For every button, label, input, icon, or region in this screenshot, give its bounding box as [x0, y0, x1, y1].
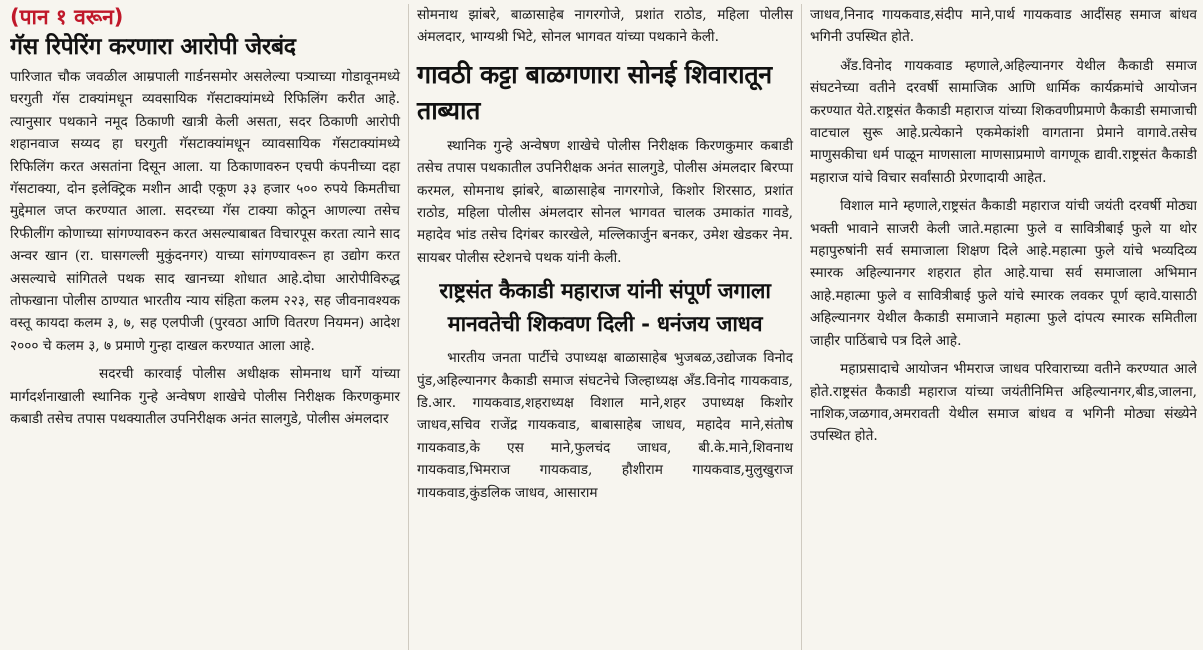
column-3	[801, 4, 1197, 650]
headline-kaikadi-maharaj: राष्ट्रसंत कैकाडी महाराज यांनी संपूर्ण जगाला मानवतेची शिकवण दिली - धनंजय जाधव	[439, 279, 771, 338]
article-paragraph: जाधव,निनाद गायकवाड,संदीप माने,पार्थ गायकवाड आदींसह समाज बांधव भगिनी उपस्थित होते.	[810, 7, 1197, 46]
article-paragraph: स्थानिक गुन्हे अन्वेषण शाखेचे पोलीस निरीक्षक किरणकुमार कबाडी तसेच तपास पथकातील उपनिरीक्षक अनंत सालगुडे, पोलीस अंमलदार बिरप्पा करमल, सोमनाथ झांबरे, बाळासाहेब नागरगोजे, किशोर शिरसाठ, प्रशांत राठोड, महिला पोलीस अंमलदार सोनल भागवत चालक उमाकांत गावडे, महादेव भांड तसेच दिगंबर कारखेले, मल्लिकार्जुन बनकर, उमेश खेडकर नेम. सायबर पोलीस स्टेशनचे पथक यांनी केली.	[417, 137, 793, 266]
headline-gas-refilling-arrest: गॅस रिपेरिंग करणारा आरोपी जेरबंद	[10, 34, 296, 60]
column-1	[10, 4, 408, 650]
article-paragraph: अँड.विनोद गायकवाड म्हणाले,अहिल्यानगर येथील कैकाडी समाज संघटनेच्या वतीने दरवर्षी सामाजिक आणि धार्मिक कार्यक्रमांचे आयोजन करण्यात येते.राष्ट्रसंत कैकाडी महाराज यांच्या शिकवणीप्रमाणे कैकाडी समाजाची वाटचाल सुरू आहे.प्रत्येकाने एकमेकांशी वागताना प्रेमाने वागावे.तसेच माणुसकीचा धर्म पाळून माणसाला माणसाप्रमाणे वागणूक द्यावी.राष्ट्रसंत कैकाडी महाराज यांचे विचार सर्वांसाठी प्रेरणादायी आहेत.	[810, 57, 1197, 186]
continued-from-page-label: (पान १ वरून)	[10, 5, 124, 29]
article-paragraph: विशाल माने म्हणाले,राष्ट्रसंत कैकाडी महाराज यांची जयंती दरवर्षी मोठ्या भक्ती भावाने साजरी केली जाते.महात्मा फुले व सावित्रीबाई फुले या थोर महापुरुषांनी सर्व समाजाला शिक्षण दिले आहे.महात्मा फुले यांचे भव्यदिव्य स्मारक अहिल्यानगर शहरात होत आहे.याचा सर्व समाजाला अभिमान आहे.महात्मा फुले व सावित्रीबाई फुले यांचे स्मारक लवकर पूर्ण व्हावे.यासाठी अहिल्यानगर येथील कैकाडी समाजाने महात्मा फुले दांपत्य स्मारक समितीला जाहीर पाठिंबाचे पत्र दिले आहे.	[810, 198, 1197, 349]
article-paragraph: महाप्रसादाचे आयोजन भीमराज जाधव परिवाराच्या वतीने करण्यात आले होते.राष्ट्रसंत कैकाडी महाराज यांच्या जयंतीनिमित्त अहिल्यानगर,बीड,जालना, नाशिक,जळगाव,अमरावती येथील समाज बांधव व भगिनी मोठ्या संख्येने उपस्थित होते.	[810, 361, 1197, 445]
column-2	[408, 4, 801, 650]
headline-country-pistol-seized: गावठी कट्टा बाळगणारा सोनई शिवारातून ताब्यात	[417, 59, 772, 125]
article-paragraph: सदरची कारवाई पोलीस अधीक्षक सोमनाथ घार्गे यांच्या मार्गदर्शनाखाली स्थानिक गुन्हे अन्वेषण शाखेचे पोलीस निरीक्षक किरणकुमार कबाडी तसेच तपास पथक्यातील उपनिरीक्षक अनंत सालगुडे, पोलीस अंमलदार	[10, 366, 400, 428]
article-paragraph: भारतीय जनता पार्टीचे उपाध्यक्ष बाळासाहेब भुजबळ,उद्योजक विनोद पुंड,अहिल्यानगर कैकाडी समाज संघटनेचे जिल्हाध्यक्ष अँड.विनोद गायकवाड, डि.आर. गायकवाड,शहराध्यक्ष विशाल माने,शहर उपाध्यक्ष किशोर जाधव,सचिव राजेंद्र गायकवाड, बाबासाहेब जाधव, महादेव माने,संतोष गायकवाड,के एस माने,फुलचंद जाधव, बी.के.माने,शिवनाथ गायकवाड,भिमराज गायकवाड, हौशीराम गायकवाड,मुलुखुराज गायकवाड,कुंडलिक जाधव, आसाराम	[417, 350, 793, 501]
article-paragraph: पारिजात चौक जवळील आम्रपाली गार्डनसमोर असलेल्या पत्र्याच्या गोडावूनमध्ये घरगुती गॅस टाक्यांमधून व्यवसायिक गॅसटाक्यांमध्ये रिफिलिंग करीत आहे. त्यानुसार पथकाने नमूद ठिकाणी खात्री केली असता, सदर ठिकाणी आरोपी शहानवाज सय्यद हा घरगुती गॅसटाक्यांमधून व्यावसायिक गॅसटाक्यांमध्ये रिफिलिंग करत असतांना दिसून आला. या ठिकाणावरुन एचपी कंपनीच्या दहा गॅसटाक्या, दोन इलेक्ट्रिक मशीन आदी एकूण ३३ हजार ५०० रुपये किमतीचा मुद्देमाल जप्त करण्यात आला. सदरच्या गॅस टाक्या कोठून आणल्या तसेच रिफीलींग कोणाच्या सांगण्यावरुन करत असल्याबाबत विचारपूस करता त्याने साद अन्वर खान (रा. घासगल्ली मुकुंदनगर) याच्या सांगण्यावरून हा उद्योग करत असल्याचे सांगितले पथक साद खानच्या शोधात आहे.दोघा आरोपीविरुद्ध तोफखाना पोलीस ठाण्यात भारतीय न्याय संहिता कलम २२३, सह जीवनावश्यक वस्तू कायदा कलम ३, ७, सह एलपीजी (पुरवठा आणि वितरण नियमन) आदेश २००० चे कलम ३, ७ प्रमाणे गुन्हा दाखल करण्यात आला आहे.	[10, 69, 400, 354]
article-paragraph: सोमनाथ झांबरे, बाळासाहेब नागरगोजे, प्रशांत राठोड, महिला पोलीस अंमलदार, भाग्यश्री भिटे, सोनल भागवत यांच्या पथकाने केली.	[417, 7, 793, 46]
